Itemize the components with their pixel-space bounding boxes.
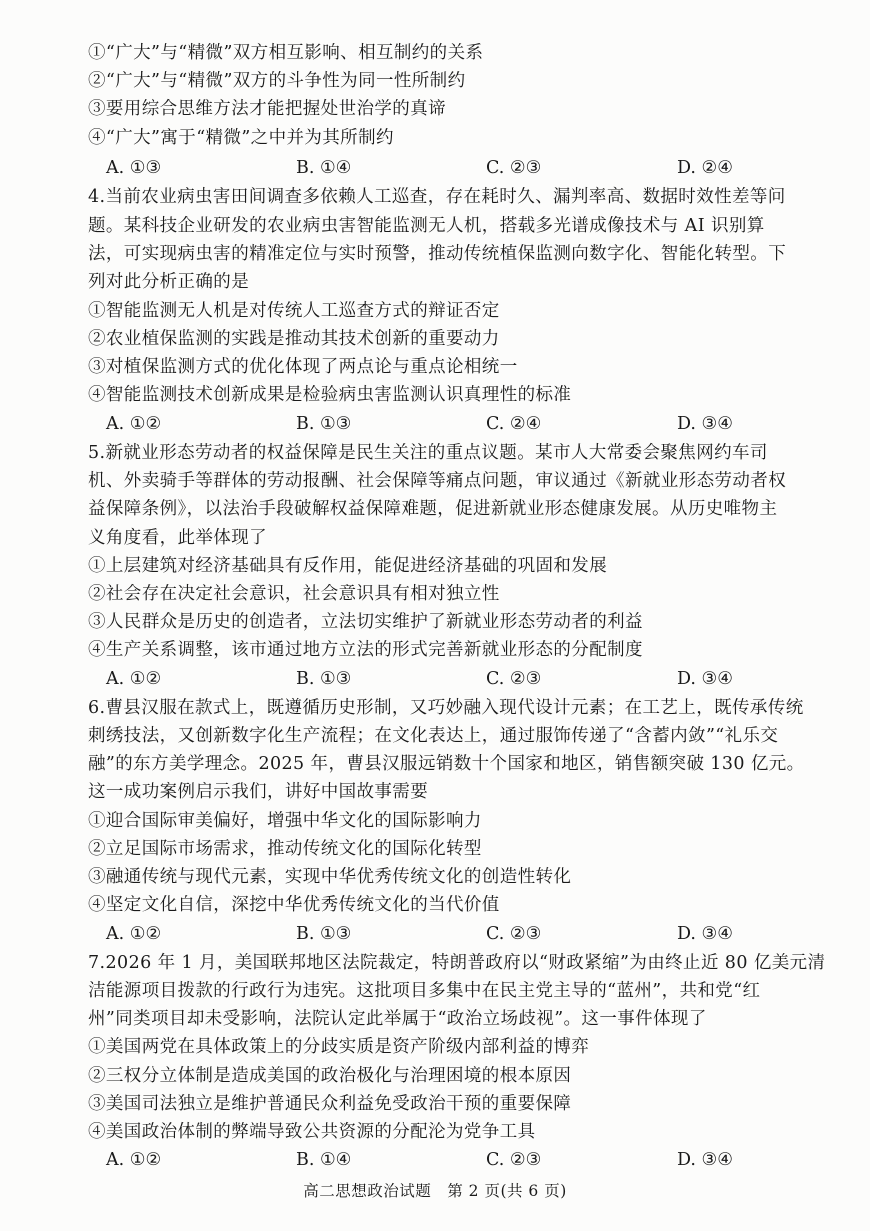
q5-stem-line-3: 益保障条例》，以法治手段破解权益保障难题，促进新就业形态健康发展。从历史唯物主: [88, 499, 778, 519]
q7-options: [106, 1147, 766, 1173]
q3-statement-1: ①“广大”与“精微”双方相互影响、相互制约的关系: [88, 43, 484, 63]
q6-option-d: D. ③④: [677, 924, 733, 944]
q7-stem-line-3: 州”同类项目却未受影响，法院认定此举属于“政治立场歧视”。这一事件体现了: [88, 1009, 707, 1029]
q4-option-a: A. ①②: [106, 414, 162, 434]
q4-stem-line-4: 列对此分析正确的是: [88, 272, 250, 292]
q7-stem-line-2: 洁能源项目拨款的行政行为违宪。这批项目多集中在民主党主导的“蓝州”，共和党“红: [88, 981, 761, 1001]
q4-option-c: C. ②④: [486, 414, 542, 434]
q6-statement-3: ③融通传统与现代元素，实现中华优秀传统文化的创造性转化: [88, 867, 572, 887]
q5-stem-line-2: 机、外卖骑手等群体的劳动报酬、社会保障等痛点问题，审议通过《新就业形态劳动者权: [88, 471, 787, 491]
q3-options: [106, 155, 766, 181]
q4-stem-line-1: 4.当前农业病虫害田间调查多依赖人工巡查，存在耗时久、漏判率高、数据时效性差等问: [88, 187, 786, 207]
q4-stem-line-3: 法，可实现病虫害的精准定位与实时预警，推动传统植保监测向数字化、智能化转型。下: [88, 244, 787, 264]
q4-stem-line-2: 题。某科技企业研发的农业病虫害智能监测无人机，搭载多光谱成像技术与 AI 识别算: [88, 216, 765, 236]
q7-statement-4: ④美国政治体制的弊端导致公共资源的分配沦为党争工具: [88, 1122, 536, 1142]
q6-options: [106, 921, 766, 947]
q5-stem-line-4: 义角度看，此举体现了: [88, 528, 267, 548]
q5-statement-1: ①上层建筑对经济基础具有反作用，能促进经济基础的巩固和发展: [88, 556, 608, 576]
q6-statement-2: ②立足国际市场需求，推动传统文化的国际化转型: [88, 839, 482, 859]
q7-statement-1: ①美国两党在具体政策上的分歧实质是资产阶级内部利益的博弈: [88, 1037, 590, 1057]
q6-option-c: C. ②③: [486, 924, 542, 944]
q4-statement-1: ①智能监测无人机是对传统人工巡查方式的辩证否定: [88, 301, 500, 321]
q5-option-b: B. ①③: [296, 669, 352, 689]
q4-statement-2: ②农业植保监测的实践是推动其技术创新的重要动力: [88, 329, 500, 349]
q6-stem-line-1: 6.曹县汉服在款式上，既遵循历史形制，又巧妙融入现代设计元素；在工艺上，既传承传统: [88, 698, 804, 718]
q7-option-c: C. ②③: [486, 1150, 542, 1170]
q6-stem-line-2: 刺绣技法，又创新数字化生产流程；在文化表达上，通过服饰传递了“含蓄内敛”“礼乐交: [88, 726, 779, 746]
q3-statement-4: ④“广大”寓于“精微”之中并为其所制约: [88, 128, 394, 148]
q7-statement-2: ②三权分立体制是造成美国的政治极化与治理困境的根本原因: [88, 1066, 572, 1086]
q6-statement-4: ④坚定文化自信，深挖中华优秀传统文化的当代价值: [88, 895, 500, 915]
q6-option-b: B. ①③: [296, 924, 352, 944]
q3-option-c: C. ②③: [486, 158, 542, 178]
q6-statement-1: ①迎合国际审美偏好，增强中华文化的国际影响力: [88, 811, 482, 831]
q4-option-d: D. ③④: [677, 414, 733, 434]
q3-statement-3: ③要用综合思维方法才能把握处世治学的真谛: [88, 99, 446, 119]
page-footer: 高二思想政治试题 第 2 页(共 6 页): [303, 1182, 567, 1200]
q7-option-b: B. ①④: [296, 1150, 352, 1170]
q3-option-b: B. ①④: [296, 158, 352, 178]
q5-statement-2: ②社会存在决定社会意识，社会意识具有相对独立性: [88, 584, 500, 604]
q5-statement-4: ④生产关系调整，该市通过地方立法的形式完善新就业形态的分配制度: [88, 640, 643, 660]
q5-option-c: C. ②③: [486, 669, 542, 689]
q6-stem-line-4: 这一成功案例启示我们，讲好中国故事需要: [88, 782, 429, 802]
q7-statement-3: ③美国司法独立是维护普通民众利益免受政治干预的重要保障: [88, 1094, 572, 1114]
q6-option-a: A. ①②: [106, 924, 162, 944]
q5-statement-3: ③人民群众是历史的创造者，立法切实维护了新就业形态劳动者的利益: [88, 612, 643, 632]
q4-options: [106, 411, 766, 437]
q3-option-a: A. ①③: [106, 158, 162, 178]
q3-statement-2: ②“广大”与“精微”双方的斗争性为同一性所制约: [88, 71, 466, 91]
q5-stem-line-1: 5.新就业形态劳动者的权益保障是民生关注的重点议题。某市人大常委会聚焦网约车司: [88, 443, 768, 463]
q5-options: [106, 666, 766, 692]
q7-option-a: A. ①②: [106, 1150, 162, 1170]
q6-stem-line-3: 融”的东方美学理念。2025 年，曹县汉服远销数十个国家和地区，销售额突破 130 亿元。: [88, 754, 805, 774]
q5-option-d: D. ③④: [677, 669, 733, 689]
q7-option-d: D. ③④: [677, 1150, 733, 1170]
q3-option-d: D. ②④: [677, 158, 733, 178]
q7-stem-line-1: 7.2026 年 1 月，美国联邦地区法院裁定，特朗普政府以“财政紧缩”为由终止近 80 亿美元清: [88, 953, 826, 973]
q4-option-b: B. ①③: [296, 414, 352, 434]
q5-option-a: A. ①②: [106, 669, 162, 689]
q4-statement-4: ④智能监测技术创新成果是检验病虫害监测认识真理性的标准: [88, 385, 572, 405]
q4-statement-3: ③对植保监测方式的优化体现了两点论与重点论相统一: [88, 357, 518, 377]
